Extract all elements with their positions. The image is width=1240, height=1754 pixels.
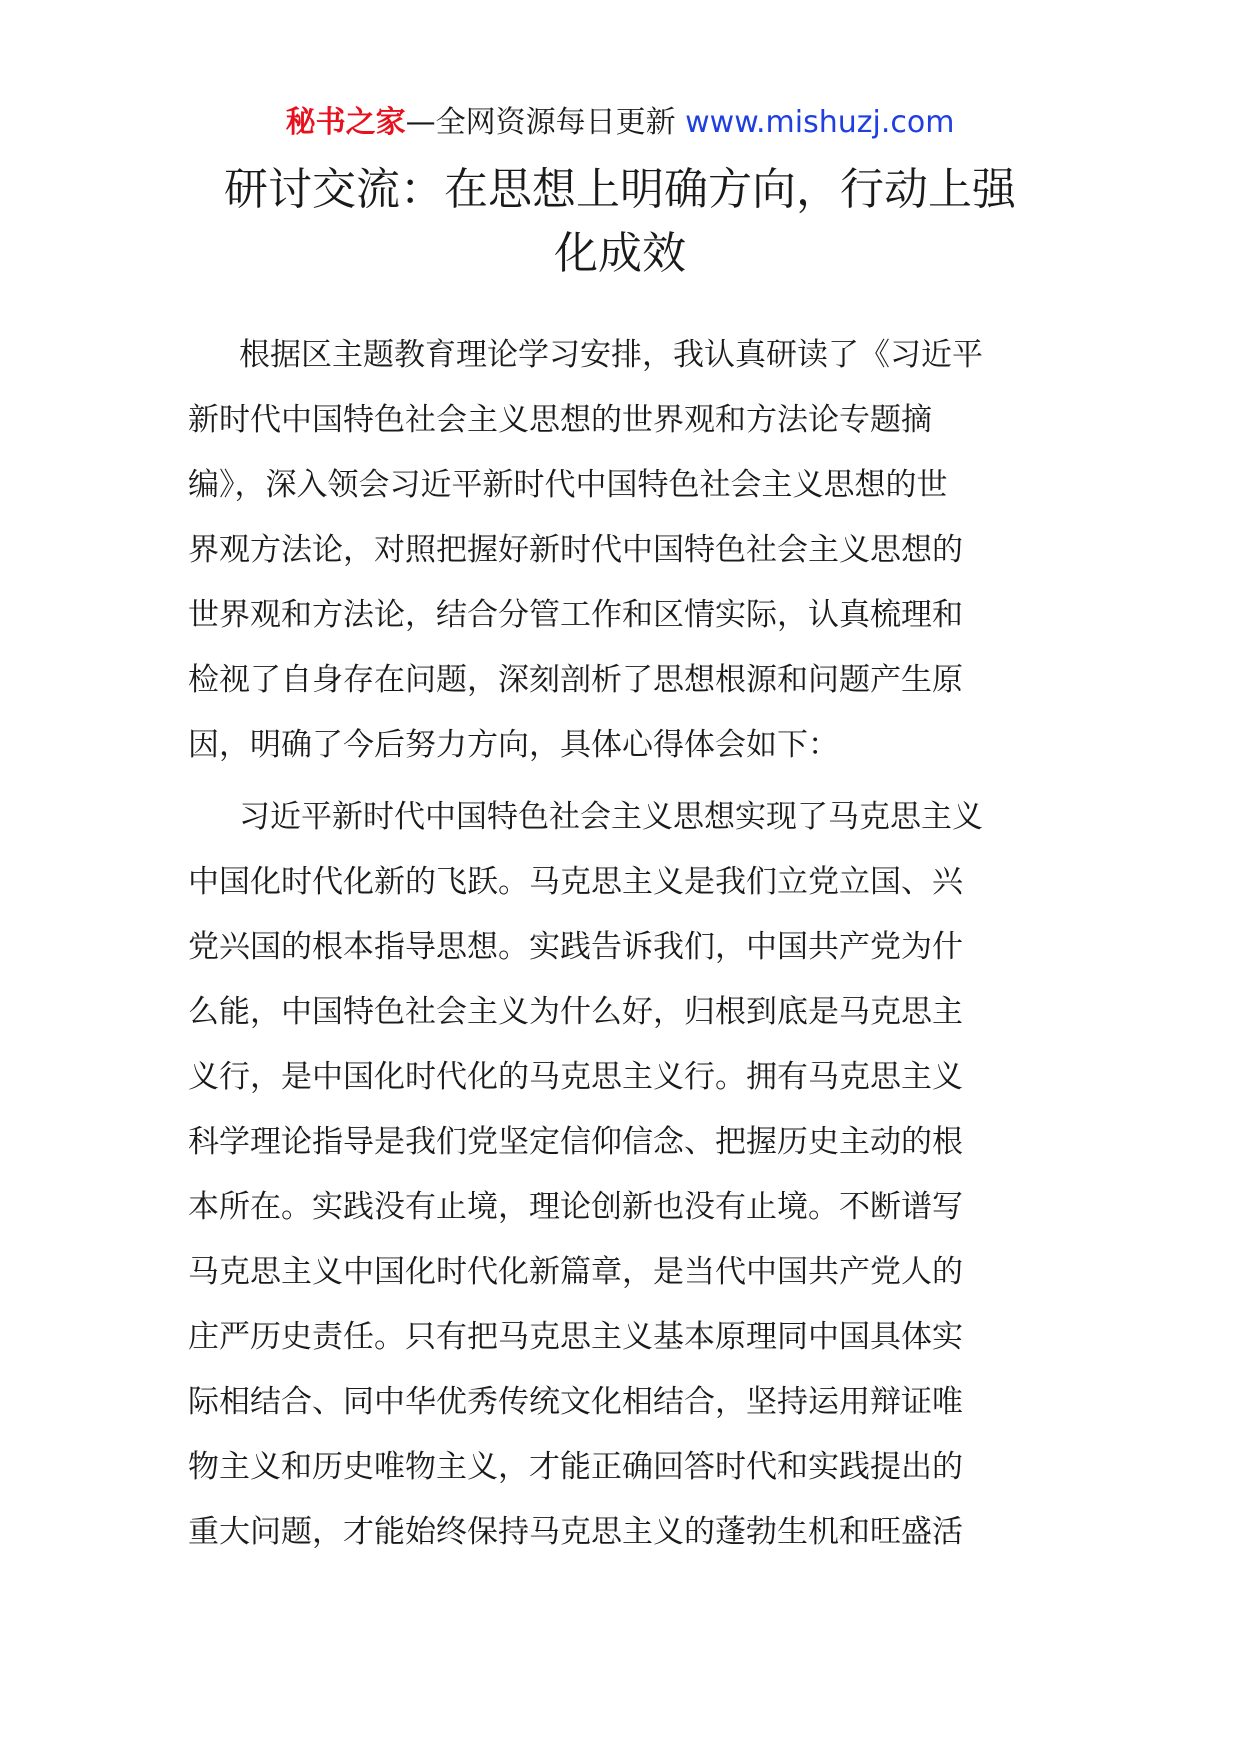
site-header — [0, 103, 1240, 143]
text-line: 根据区主题教育理论学习安排，我认真研读了《习近平 — [239, 337, 983, 373]
paragraph — [188, 323, 1048, 778]
header-tagline: —全网资源每日更新 — [405, 105, 686, 140]
text-line: 因，明确了今后努力方向，具体心得体会如下： — [188, 727, 839, 763]
brand-name: 秘书之家 — [285, 105, 406, 140]
text-line: 物主义和历史唯物主义，才能正确回答时代和实践提出的 — [188, 1449, 963, 1485]
text-line: 新时代中国特色社会主义思想的世界观和方法论专题摘 — [188, 402, 932, 438]
text-line: 际相结合、同中华优秀传统文化相结合，坚持运用辩证唯 — [188, 1384, 963, 1420]
text-line: 检视了自身存在问题，深刻剖析了思想根源和问题产生原 — [188, 662, 963, 698]
title-line: 研讨交流：在思想上明确方向，行动上强 — [224, 164, 1016, 215]
text-line: 本所在。实践没有止境，理论创新也没有止境。不断谱写 — [188, 1189, 963, 1225]
site-url-link[interactable]: www.mishuzj.com — [685, 105, 955, 140]
text-line: 重大问题，才能始终保持马克思主义的蓬勃生机和旺盛活 — [188, 1514, 963, 1550]
document-title — [160, 158, 1080, 286]
text-line: 习近平新时代中国特色社会主义思想实现了马克思主义 — [239, 799, 983, 835]
text-line: 么能，中国特色社会主义为什么好，归根到底是马克思主 — [188, 994, 963, 1030]
document-body — [188, 323, 1048, 1572]
text-line: 编》，深入领会习近平新时代中国特色社会主义思想的世 — [188, 467, 948, 503]
text-line: 世界观和方法论，结合分管工作和区情实际，认真梳理和 — [188, 597, 963, 633]
paragraph — [188, 785, 1048, 1565]
text-line: 中国化时代化新的飞跃。马克思主义是我们立党立国、兴 — [188, 864, 963, 900]
title-line: 化成效 — [554, 228, 686, 279]
text-line: 科学理论指导是我们党坚定信仰信念、把握历史主动的根 — [188, 1124, 963, 1160]
text-line: 庄严历史责任。只有把马克思主义基本原理同中国具体实 — [188, 1319, 963, 1355]
text-line: 界观方法论，对照把握好新时代中国特色社会主义思想的 — [188, 532, 963, 568]
text-line: 党兴国的根本指导思想。实践告诉我们，中国共产党为什 — [188, 929, 963, 965]
text-line: 义行，是中国化时代化的马克思主义行。拥有马克思主义 — [188, 1059, 963, 1095]
text-line: 马克思主义中国化时代化新篇章，是当代中国共产党人的 — [188, 1254, 963, 1290]
